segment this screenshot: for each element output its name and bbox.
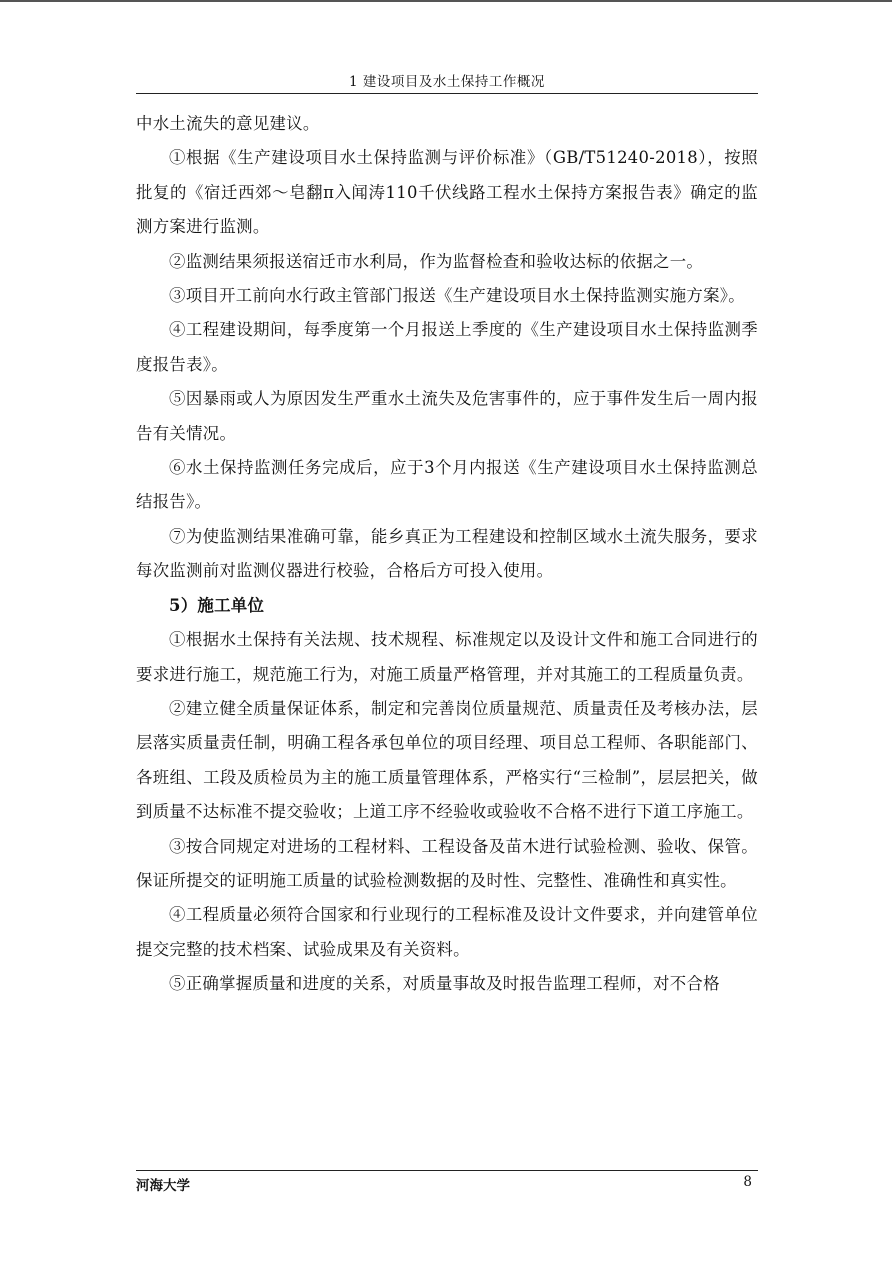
paragraph: ⑦为使监测结果准确可靠，能乡真正为工程建设和控制区域水土流失服务，要求每次监测前对监测仪器进行校验，合格后方可投入使用。 bbox=[136, 526, 758, 581]
paragraph: 中水土流失的意见建议。 bbox=[136, 114, 320, 133]
paragraph: ④工程建设期间，每季度第一个月报送上季度的《生产建设项目水土保持监测季度报告表》。 bbox=[136, 320, 758, 374]
page-number: 8 bbox=[743, 1174, 752, 1190]
section-heading: 5）施工单位 bbox=[169, 595, 265, 615]
paragraph: ⑥水土保持监测任务完成后，应于3个月内报送《生产建设项目水土保持监测总结报告》。 bbox=[136, 458, 758, 512]
paragraph: ①根据水土保持有关法规、技术规程、标准规定以及设计文件和施工合同进行的要求进行施工，规范施工行为，对施工质量严格管理，并对其施工的工程质量负责。 bbox=[136, 630, 758, 684]
page-top-border bbox=[0, 0, 892, 2]
paragraph: ⑤因暴雨或人为原因发生严重水土流失及危害事件的，应于事件发生后一周内报告有关情况。 bbox=[136, 389, 758, 443]
paragraph: ①根据《生产建设项目水土保持监测与评价标准》（GB/T51240-2018），按照批复的《宿迁西郊～皂翻π入闻涛110千伏线路工程水土保持方案报告表》确定的监测方案进行监测。 bbox=[136, 148, 758, 237]
paragraph: ②监测结果须报送宿迁市水利局，作为监督检查和验收达标的依据之一。 bbox=[169, 251, 704, 271]
footer-institution: 河海大学 bbox=[136, 1178, 190, 1194]
body-text bbox=[136, 107, 758, 1002]
paragraph: ②建立健全质量保证体系，制定和完善岗位质量规范、质量责任及考核办法，层层落实质量责任制，明确工程各承包单位的项目经理、项目总工程师、各职能部门、各班组、工段及质检员为主的施工质量管理体系，严格实行“三检制”，层层把关，做到质量不达标准不提交验收；上道工序不经验收或验收不合格不进行下道工序施工。 bbox=[136, 698, 758, 822]
paragraph: ④工程质量必须符合国家和行业现行的工程标准及设计文件要求，并向建管单位提交完整的技术档案、试验成果及有关资料。 bbox=[136, 905, 758, 959]
header-rule bbox=[136, 93, 758, 94]
footer-rule bbox=[136, 1170, 758, 1171]
paragraph: ③项目开工前向水行政主管部门报送《生产建设项目水土保持监测实施方案》。 bbox=[169, 286, 745, 306]
running-header: 1 建设项目及水土保持工作概况 bbox=[349, 74, 545, 90]
paragraph: ⑤正确掌握质量和进度的关系，对质量事故及时报告监理工程师，对不合格 bbox=[169, 974, 720, 994]
paragraph: ③按合同规定对进场的工程材料、工程设备及苗木进行试验检测、验收、保管。保证所提交的证明施工质量的试验检测数据的及时性、完整性、准确性和真实性。 bbox=[136, 836, 758, 890]
